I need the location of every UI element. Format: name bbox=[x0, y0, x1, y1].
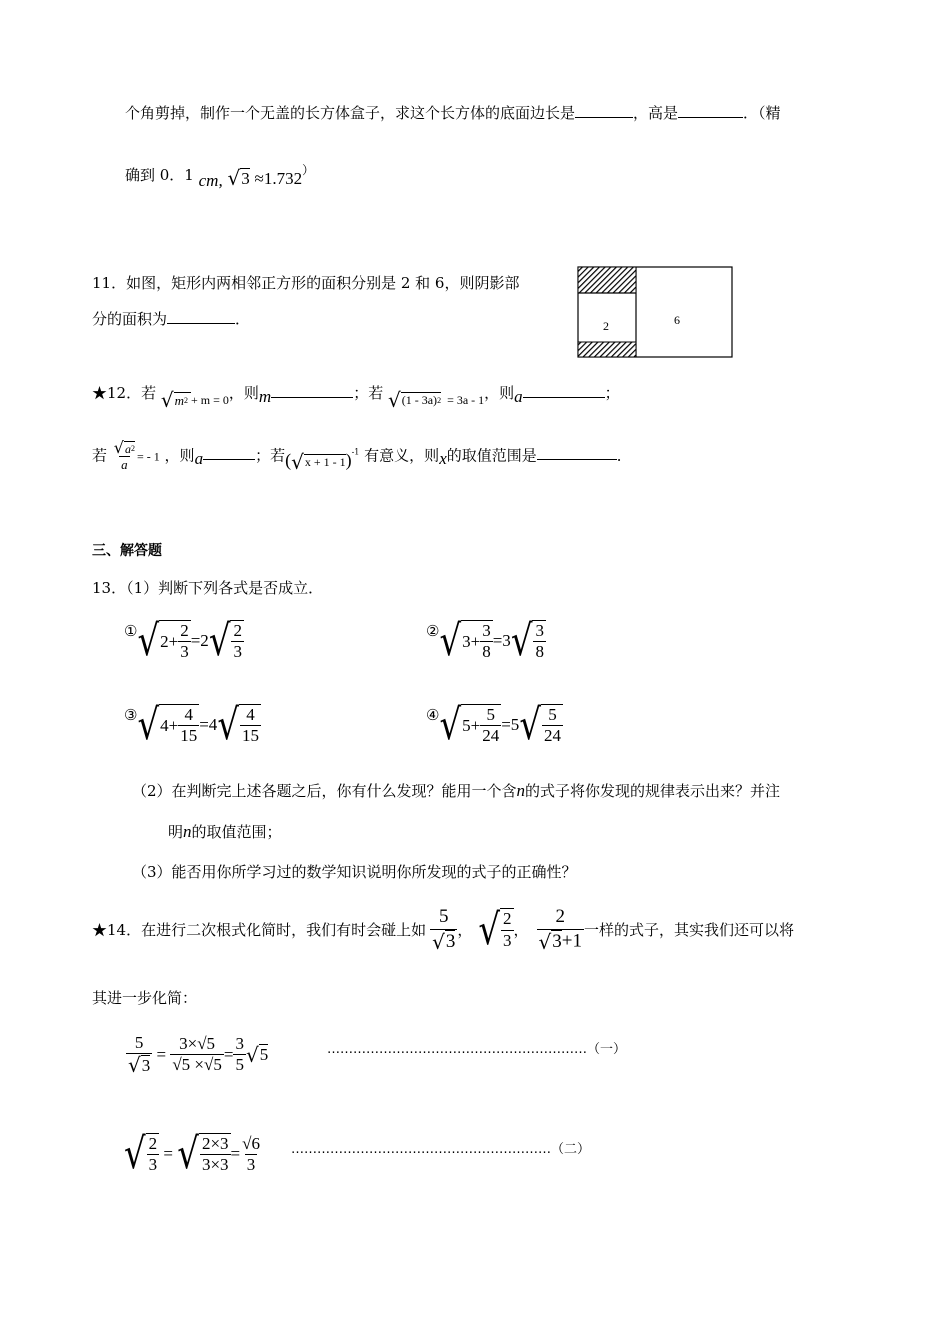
q13-part2: （2）在判断完上述各题之后，你有什么发现？能用一个含n的式子将你发现的规律表示出来？并注 bbox=[132, 781, 781, 800]
sqrt3: √ 3 bbox=[227, 166, 250, 190]
q14-eq2: √ $\frac{2}{3}$ = √ $\frac{2\times 3}{3\times 3}$ = $\frac{√6}{3}$ bbox=[124, 1129, 260, 1180]
q14-line2: 其进一步化简： bbox=[92, 989, 198, 1007]
answer-blank-edge[interactable] bbox=[575, 116, 633, 118]
q11-text1: 11．如图，矩形内两相邻正方形的面积分别是 2 和 6，则阴影部 bbox=[92, 274, 520, 292]
shaded-top bbox=[578, 267, 636, 293]
answer-blank-area[interactable] bbox=[167, 322, 235, 324]
q10-line2: 确到 0．1 cm, √ 3 ≈1.732） bbox=[125, 163, 315, 190]
q13-part2-cont: 明n的取值范围； bbox=[168, 822, 282, 841]
q14-intro: ★14．在进行二次根式化简时，我们有时会碰上如 5 √ 3 ， √ $\frac{2}{3}$ ， 2 √ 3 +1 一样的式子，其实我们还可以将 bbox=[92, 904, 795, 955]
answer-blank-a1[interactable] bbox=[523, 396, 605, 398]
answer-blank-height[interactable] bbox=[678, 116, 743, 118]
answer-blank-m[interactable] bbox=[271, 396, 353, 398]
q13-item: ② √ 3 + $\frac{3}{8}$ =3 √ $\frac{3}{8}$ bbox=[426, 616, 544, 667]
q13-part3: （3）能否用你所学习过的数学知识说明你所发现的式子的正确性？ bbox=[132, 863, 577, 881]
q11-text2: 分的面积为 ． bbox=[92, 310, 251, 328]
q13-intro: 13．（1）判断下列各式是否成立． bbox=[92, 579, 324, 597]
q12-line2: 若 √ a 2 a = - 1 ，则a ；若( √ x + 1 - 1 )$^{-1}$ 有意义，则x的取值范围是 ． bbox=[92, 438, 632, 475]
answer-blank-a2[interactable] bbox=[203, 458, 255, 460]
small-square-label: 2 bbox=[603, 319, 609, 333]
q14-eq1-leader: ……………………………………………………（一） bbox=[327, 1042, 627, 1057]
q12-line1: ★12．若 √ m 2 $_{+ m = 0}$，则m ；若 √ (1 - 3a) 2 $_{= 3a - 1}$，则a ； bbox=[92, 384, 620, 412]
q14-eq2-leader: ……………………………………………………（二） bbox=[291, 1142, 591, 1157]
q14-eq1: 5 √ 3 = $\frac{3\times√5}{√5 \times√5}$ = $\frac{3}{5}$ √ 5 bbox=[128, 1033, 269, 1078]
q13-item: ④ √ 5 + $\frac{5}{24}$ =5 √ $\frac{5}{24}$ bbox=[426, 700, 561, 751]
shaded-bottom bbox=[578, 342, 636, 357]
large-square-label: 6 bbox=[674, 313, 680, 327]
q13-item: ① √ 2 + $\frac{2}{3}$ =2 √ $\frac{2}{3}$ bbox=[124, 616, 242, 667]
q13-item: ③ √ 4 + $\frac{4}{15}$ =4 √ $\frac{4}{15}$ bbox=[124, 700, 259, 751]
q11-figure bbox=[577, 266, 734, 359]
q10-line1: 个角剪掉，制作一个无盖的长方体盒子，求这个长方体的底面边长是 ，高是 ．（精 bbox=[125, 104, 781, 122]
section-title: 三、解答题 bbox=[92, 543, 162, 559]
answer-blank-x[interactable] bbox=[537, 458, 617, 460]
